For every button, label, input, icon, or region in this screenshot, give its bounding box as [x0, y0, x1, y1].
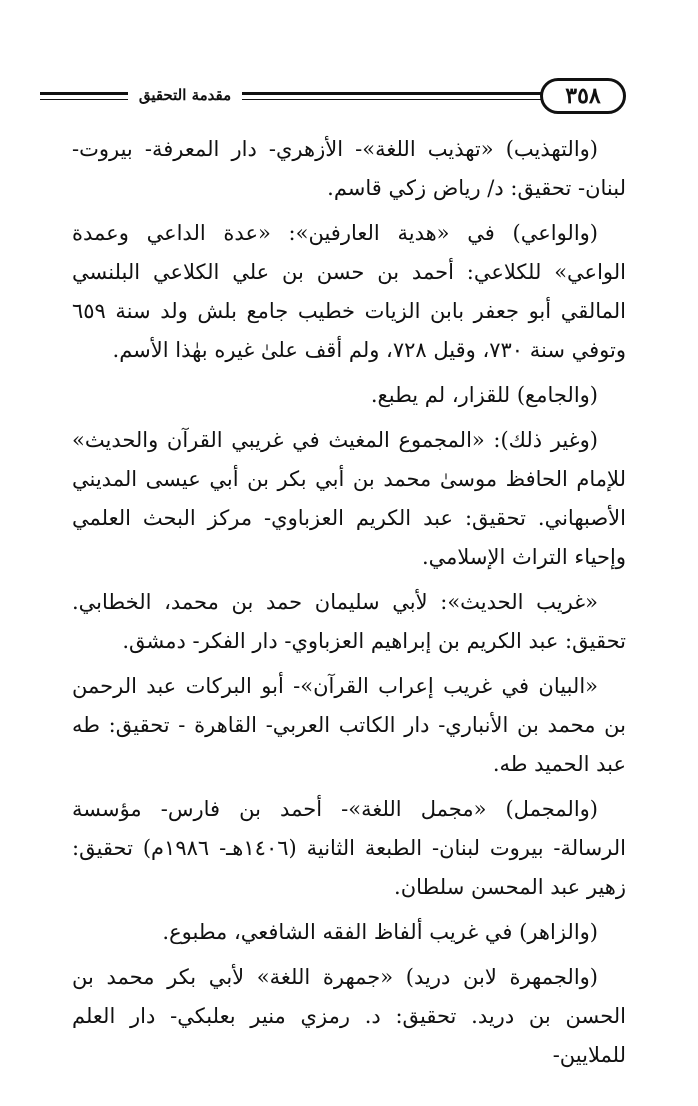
- page-header: [40, 72, 626, 122]
- paragraph-bayan: «البيان في غريب إعراب القرآن»- أبو البركات عبد الرحمن بن محمد بن الأنباري- دار الكاتب العربي- القاهرة - تحقيق: طه عبد الحميد طه.: [72, 674, 626, 776]
- header-rule-left: [40, 92, 128, 95]
- paragraph-jami: (والجامع) للقزار، لم يطبع.: [370, 383, 598, 407]
- page-body: [72, 130, 626, 1081]
- paragraph-jamhara: (والجمهرة لابن دريد) «جمهرة اللغة» لأبي بكر محمد بن الحسن بن دريد. تحقيق: د. رمزي منير بعلبكي- دار العلم للملايين-: [72, 965, 626, 1067]
- paragraph-tahdhib: (والتهذيب) «تهذيب اللغة»- الأزهري- دار المعرفة- بيروت- لبنان- تحقيق: د/ رياض زكي قاسم.: [72, 137, 626, 200]
- paragraph-waai: (والواعي) في «هدية العارفين»: «عدة الداعي وعمدة الواعي» للكلاعي: أحمد بن حسن بن علي الكلاعي البلنسي المالقي أبو جعفر بابن الزيات خطيب جامع بلش ولد سنة ٦٥٩ وتوفي سنة ٧٣٠، وقيل ٧٢٨، ولم أقف علىٰ غيره بهٰذا الأسم.: [72, 221, 626, 362]
- section-title: مقدمة التحقيق: [130, 86, 240, 104]
- header-rule-left-thin: [40, 99, 128, 100]
- paragraph-mujmal: (والمجمل) «مجمل اللغة»- أحمد بن فارس- مؤسسة الرسالة- بيروت لبنان- الطبعة الثانية (١٤٠٦هـ- ١٩٨٦م) تحقيق: زهير عبد المحسن سلطان.: [72, 797, 626, 899]
- paragraph-gharib-hadith: «غريب الحديث»: لأبي سليمان حمد بن محمد، الخطابي. تحقيق: عبد الكريم بن إبراهيم العزباوي- دار الفكر- دمشق.: [72, 590, 626, 653]
- header-rule-right-thin: [242, 99, 542, 100]
- paragraph-zahir: (والزاهر) في غريب ألفاظ الفقه الشافعي، مطبوع.: [162, 920, 598, 944]
- page-number: ٣٥٨: [540, 78, 626, 114]
- paragraph-ghayr-dhalik: (وغير ذلك): «المجموع المغيث في غريبي القرآن والحديث» للإمام الحافظ موسىٰ محمد بن أبي بكر بن أبي عيسى المديني الأصبهاني. تحقيق: عبد الكريم العزباوي- مركز البحث العلمي وإحياء التراث الإسلامي.: [72, 428, 626, 569]
- header-rule-right: [242, 92, 542, 95]
